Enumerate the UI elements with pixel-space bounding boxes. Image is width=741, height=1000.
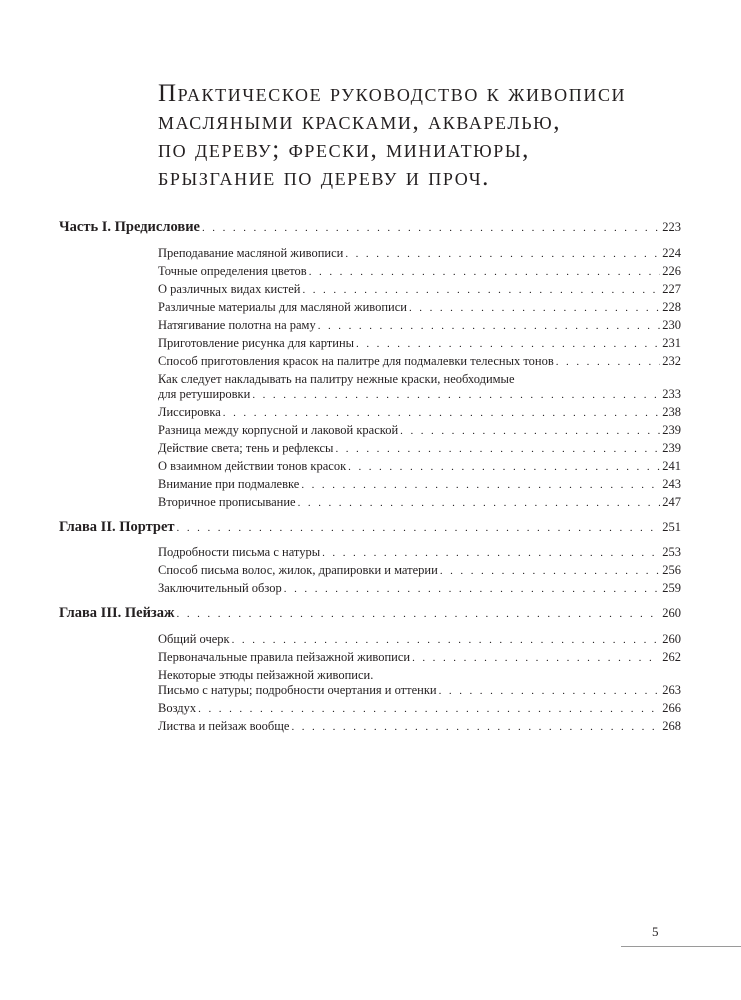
toc-entry-label: Подробности письма с натуры <box>158 545 321 559</box>
toc-leader-dots <box>345 248 660 260</box>
toc-entry <box>158 423 681 438</box>
toc-entry <box>158 387 681 402</box>
toc-entry-label: Листва и пейзаж вообще <box>158 719 290 733</box>
toc-entry <box>158 650 681 665</box>
toc-part-label: Глава III. Пейзаж <box>59 605 175 621</box>
toc-leader-dots <box>309 266 661 278</box>
toc-page-number: 266 <box>662 701 681 715</box>
toc-page-number: 227 <box>662 282 681 296</box>
toc-entry <box>158 719 681 734</box>
toc-entry <box>158 264 681 279</box>
toc-leader-dots <box>318 320 661 332</box>
toc-page-number: 226 <box>662 264 681 278</box>
toc-leader-dots <box>440 565 660 577</box>
toc-page-number: 259 <box>662 581 681 595</box>
toc-part-1 <box>59 219 681 236</box>
toc-entry <box>158 632 681 647</box>
toc-entry-label: Способ письма волос, жилок, драпировки и материи <box>158 563 438 577</box>
toc-entry <box>158 545 681 560</box>
toc-leader-dots <box>223 407 660 419</box>
toc-entry-label: Способ приготовления красок на палитре для подмалевки телесных тонов <box>158 354 554 368</box>
toc-entry-label: О взаимном действии тонов красок <box>158 459 347 473</box>
toc-leader-dots <box>177 522 661 534</box>
toc-leader-dots <box>556 356 661 368</box>
toc-leader-dots <box>400 425 660 437</box>
toc-page-number: 253 <box>662 545 681 559</box>
toc-entry <box>158 701 681 716</box>
toc-entry-label: Разница между корпусной и лаковой краской <box>158 423 399 437</box>
toc-entry-first-line: Некоторые этюды пейзажной живописи. <box>158 668 374 682</box>
toc-leader-dots <box>177 608 661 620</box>
toc-entry-label: Вторичное прописывание <box>158 495 296 509</box>
toc-entry <box>158 459 681 474</box>
book-section-title <box>158 80 718 192</box>
toc-page-number: 228 <box>662 300 681 314</box>
toc-part-label: Глава II. Портрет <box>59 519 175 535</box>
toc-entry-label: Первоначальные правила пейзажной живописи <box>158 650 411 664</box>
toc-entry <box>158 318 681 333</box>
toc-entry-label: Общий очерк <box>158 632 230 646</box>
toc-leader-dots <box>301 479 660 491</box>
toc-leader-dots <box>409 302 660 314</box>
footer-rule <box>621 946 741 947</box>
toc-page-number: 231 <box>662 336 681 350</box>
toc-page-number: 262 <box>662 650 681 664</box>
toc-entry <box>158 405 681 420</box>
toc-page-number: 238 <box>662 405 681 419</box>
toc-page-number: 243 <box>662 477 681 491</box>
toc-entry-label: Преподавание масляной живописи <box>158 246 344 260</box>
toc-part-3 <box>59 605 681 622</box>
toc-entry <box>158 495 681 510</box>
toc-page-number: 247 <box>662 495 681 509</box>
toc-page-number: 232 <box>662 354 681 368</box>
toc-entry <box>158 581 681 596</box>
toc-entry-label: Внимание при подмалевке <box>158 477 300 491</box>
toc-entry-label: Действие света; тень и рефлексы <box>158 441 334 455</box>
toc-page-number: 239 <box>662 441 681 455</box>
toc-entry <box>158 563 681 578</box>
toc-leader-dots <box>356 338 660 350</box>
toc-entry-label: О различных видах кистей <box>158 282 301 296</box>
toc-entry-first-line: Как следует накладывать на палитру нежные краски, необходимые <box>158 372 515 386</box>
title-line-3: по дереву; фрески, миниатюры, <box>158 136 531 163</box>
toc-entry-label: Заключительный обзор <box>158 581 282 595</box>
toc-leader-dots <box>298 497 661 509</box>
toc-entry <box>158 300 681 315</box>
toc-page-number: 263 <box>662 683 681 697</box>
toc-leader-dots <box>322 547 660 559</box>
toc-entry-label: Точные определения цветов <box>158 264 307 278</box>
toc-entry <box>158 354 681 369</box>
toc-entry <box>158 441 681 456</box>
toc-leader-dots <box>335 443 660 455</box>
toc-entry <box>158 282 681 297</box>
title-line-4: брызгание по дереву и проч. <box>158 164 490 191</box>
toc-part-2 <box>59 519 681 536</box>
toc-page-number: 230 <box>662 318 681 332</box>
page-number: 5 <box>652 924 659 939</box>
toc-leader-dots <box>412 652 660 664</box>
title-line-1: Практическое руководство к живописи <box>158 80 627 107</box>
toc-page-number: 251 <box>662 520 681 534</box>
toc-entry-label: Лиссировка <box>158 405 221 419</box>
toc-leader-dots <box>348 461 660 473</box>
toc-entry <box>158 246 681 261</box>
toc-page-number: 256 <box>662 563 681 577</box>
toc-leader-dots <box>291 721 660 733</box>
toc-entry <box>158 683 681 698</box>
toc-entry-label: Различные материалы для масляной живописи <box>158 300 407 314</box>
toc-entry-label: Приготовление рисунка для картины <box>158 336 355 350</box>
toc-leader-dots <box>202 222 660 234</box>
toc-entry-label: Письмо с натуры; подробности очертания и оттенки <box>158 683 437 697</box>
toc-page-number: 260 <box>662 632 681 646</box>
toc-entry <box>158 336 681 351</box>
toc-part-label: Часть I. Предисловие <box>59 219 200 235</box>
toc-page-number: 268 <box>662 719 681 733</box>
toc-entry <box>158 477 681 492</box>
toc-entry-label: для ретушировки <box>158 387 251 401</box>
toc-page-number: 241 <box>662 459 681 473</box>
toc-entry-label: Натягивание полотна на раму <box>158 318 316 332</box>
title-line-2: масляными красками, акварелью, <box>158 108 562 135</box>
toc-leader-dots <box>439 685 661 697</box>
toc-leader-dots <box>302 284 660 296</box>
toc-leader-dots <box>232 634 661 646</box>
toc-leader-dots <box>252 389 660 401</box>
toc-page-number: 224 <box>662 246 681 260</box>
toc-page-number: 223 <box>662 220 681 234</box>
toc-page-number: 233 <box>662 387 681 401</box>
toc-leader-dots <box>284 583 660 595</box>
toc-page-number: 239 <box>662 423 681 437</box>
toc-entry-label: Воздух <box>158 701 197 715</box>
toc-leader-dots <box>198 703 660 715</box>
toc-page-number: 260 <box>662 606 681 620</box>
